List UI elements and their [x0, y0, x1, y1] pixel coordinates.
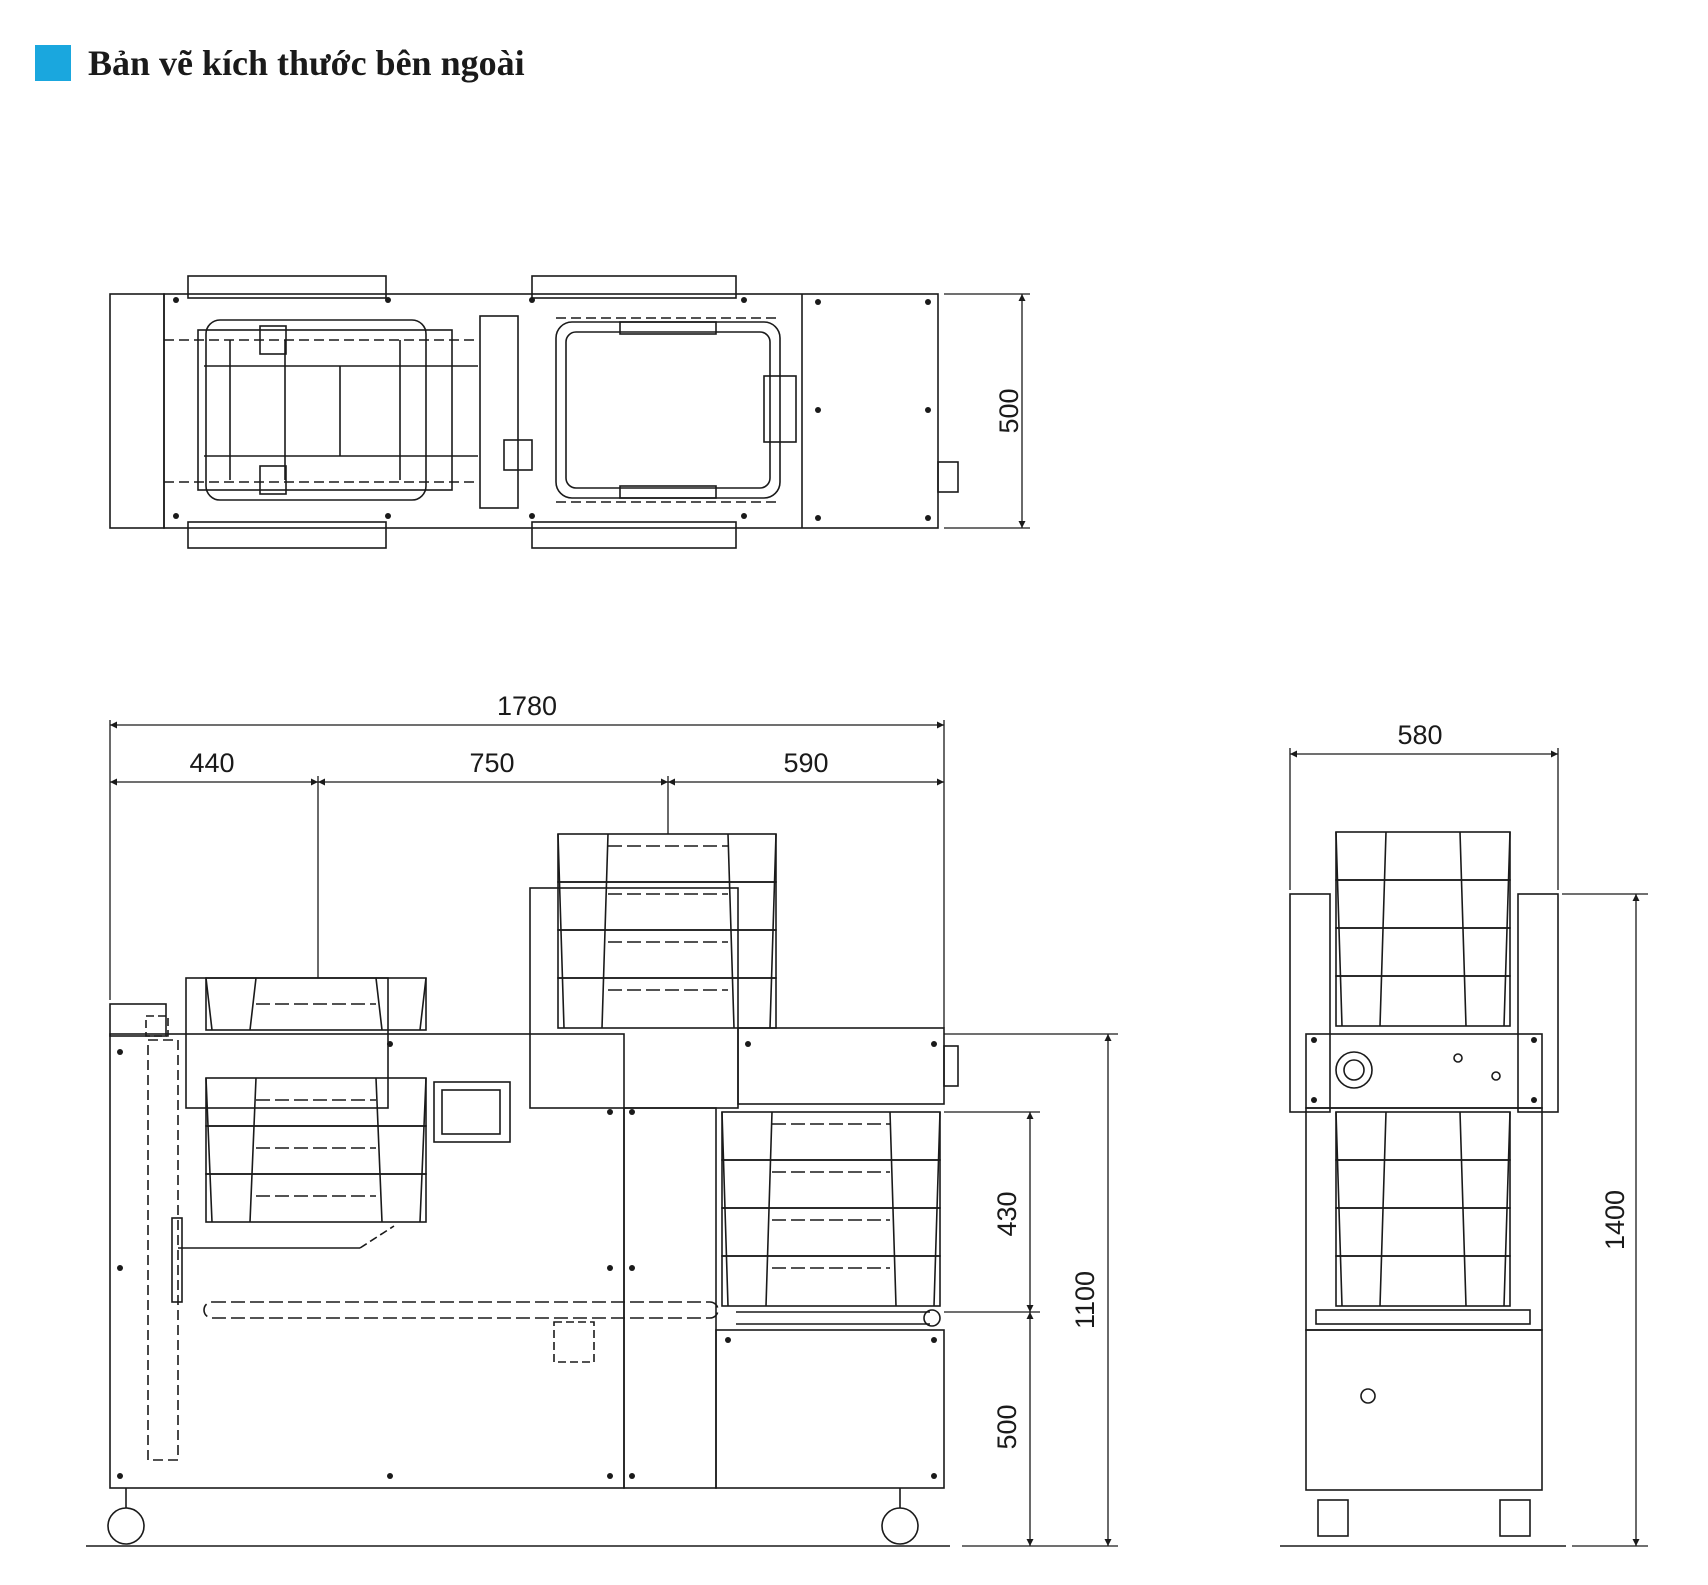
front-view-dimensions: [110, 720, 1118, 1546]
dim-right-section: 590: [783, 748, 829, 778]
page-title: Bản vẽ kích thước bên ngoài: [88, 43, 525, 83]
dim-base-height: 500: [992, 1404, 1022, 1450]
middle-tray-stack: [558, 834, 776, 1028]
side-view: [1280, 832, 1566, 1546]
left-tray-stack: [206, 978, 426, 1222]
side-view-dimensions: [1290, 748, 1648, 1546]
front-view: [86, 834, 958, 1546]
side-tray-stack-top: [1336, 832, 1510, 1026]
top-view: [110, 276, 958, 548]
dim-overall-height: 1400: [1600, 1189, 1630, 1251]
dim-top-depth: 500: [994, 388, 1024, 434]
dim-total-length: 1780: [496, 691, 558, 721]
dim-tray-step: 430: [992, 1191, 1022, 1237]
dim-table-height: 1100: [1070, 1270, 1100, 1330]
right-tray-stack: [722, 1112, 940, 1306]
dim-left-section: 440: [189, 748, 235, 778]
side-tray-stack-bottom: [1336, 1112, 1510, 1306]
dim-side-width: 580: [1397, 720, 1443, 750]
touch-panel: [434, 1082, 508, 1142]
dim-middle-section: 750: [469, 748, 515, 778]
